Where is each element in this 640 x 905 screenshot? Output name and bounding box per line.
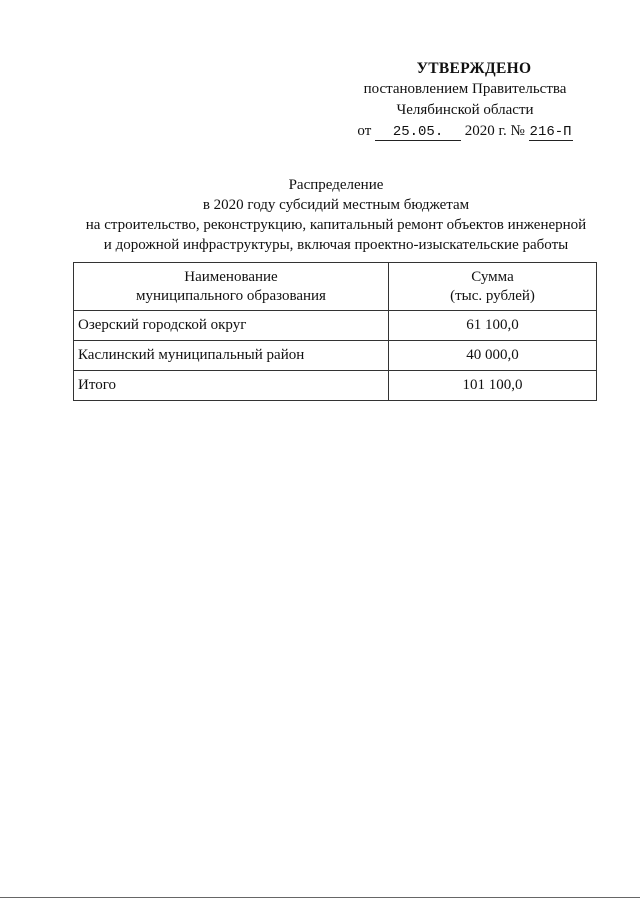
header-municipality-line-1: Наименование [184,268,278,285]
header-sum-line-1: Сумма [471,268,514,285]
document-heading [60,175,612,255]
row-name: Итого [74,371,389,401]
table-header-row [74,263,597,311]
header-sum-line-2: (тыс. рублей) [450,287,535,304]
heading-line-2: в 2020 году субсидий местным бюджетам [202,197,470,213]
row-sum: 40 000,0 [389,341,597,371]
approval-number: 216-П [529,124,572,140]
row-name: Каслинский муниципальный район [74,341,389,371]
heading-line-1: Распределение [288,177,384,193]
approval-date: 25.05. [375,125,461,141]
heading-line-3: на строительство, реконструкцию, капитальный ремонт объектов инженерной [85,217,587,233]
table-row-total [74,371,597,401]
table-row [74,341,597,371]
row-name: Озерский городской округ [74,311,389,341]
row-sum: 101 100,0 [389,371,597,401]
heading-line-4: и дорожной инфраструктуры, включая проектно-изыскательские работы [103,237,569,253]
page-bottom-edge [0,897,640,898]
approval-line-2: Челябинской области [396,102,534,118]
header-municipality-line-2: муниципального образования [136,287,326,304]
approval-date-line [340,121,590,142]
approval-line-1: постановлением Правительства [363,81,567,97]
table-row [74,311,597,341]
date-prefix: от [357,123,372,139]
distribution-table [73,262,597,401]
header-municipality [74,263,389,311]
approval-block [340,58,590,142]
row-sum: 61 100,0 [389,311,597,341]
header-sum [389,263,597,311]
approval-title: УТВЕРЖДЕНО [416,60,532,77]
year-text: 2020 г. № [464,123,525,139]
